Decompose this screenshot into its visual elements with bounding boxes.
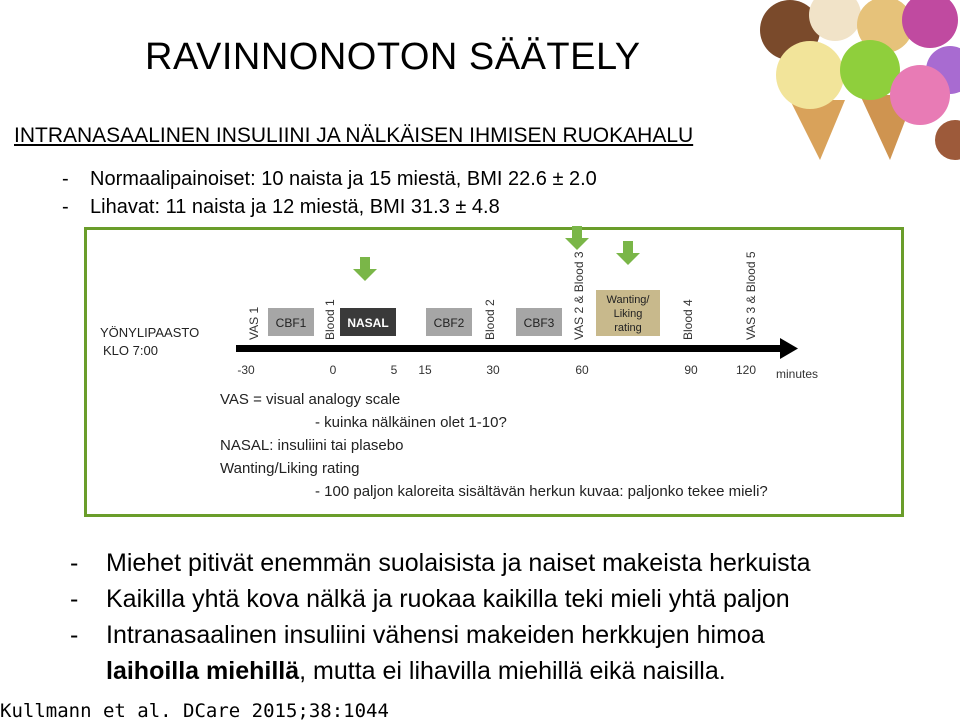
participant-line-normal: - Normaalipainoiset: 10 naista ja 15 miestä, BMI 22.6 ± 2.0 <box>62 168 597 190</box>
box-label: CBF2 <box>433 316 465 330</box>
findings-list <box>70 545 811 689</box>
start-time: KLO 7:00 <box>103 343 158 358</box>
box-label: CBF3 <box>523 316 555 330</box>
page-title: RAVINNONOTON SÄÄTELY <box>145 36 641 78</box>
vertical-label-blood4: Blood 4 <box>681 299 695 340</box>
box-label: Liking <box>613 308 643 320</box>
axis-unit-label: minutes <box>776 367 819 381</box>
finding-continuation: laihoilla miehillä, mutta ei lihavilla miehillä eikä naisilla. <box>106 657 726 685</box>
citation: Kullmann et al. DCare 2015;38:1044 <box>0 700 389 722</box>
tick-label: 0 <box>329 363 337 377</box>
tick-label: 30 <box>486 363 500 377</box>
participant-line-obese: - Lihavat: 11 naista ja 12 miestä, BMI 31.3 ± 4.8 <box>62 196 500 218</box>
finding-item: - Intranasaalinen insuliini vähensi makeiden herkkujen himoa <box>70 621 765 649</box>
tick-label: 5 <box>390 363 398 377</box>
marker-arrow-wanting <box>616 241 640 265</box>
finding-item: - Miehet pitivät enemmän suolaisista ja naiset makeista herkuista <box>70 549 811 577</box>
timeline-axis <box>236 345 782 352</box>
box-label: Wanting/ <box>606 294 650 306</box>
vertical-label-blood2: Blood 2 <box>483 299 497 340</box>
box-label: rating <box>614 322 642 334</box>
finding-item: - Kaikilla yhtä kova nälkä ja ruokaa kaikilla teki mieli yhtä paljon <box>70 585 790 613</box>
legend-notes <box>220 388 768 503</box>
note-line: - kuinka nälkäinen olet 1-10? <box>315 414 507 431</box>
vertical-label-vas2-blood3: VAS 2 & Blood 3 <box>572 251 586 340</box>
subtitle: INTRANASAALINEN INSULIINI JA NÄLKÄISEN IHMISEN RUOKAHALU <box>14 124 694 147</box>
marker-arrow-vas2 <box>565 226 589 250</box>
tick-label: -30 <box>237 363 255 377</box>
tick-label: 120 <box>735 363 757 377</box>
vertical-label-vas1: VAS 1 <box>247 306 261 340</box>
note-line: Wanting/Liking rating <box>220 460 360 477</box>
tick-label: 15 <box>418 363 432 377</box>
vertical-label-blood1: Blood 1 <box>323 299 337 340</box>
vertical-label-vas3-blood5: VAS 3 & Blood 5 <box>744 251 758 340</box>
tick-label: 90 <box>684 363 698 377</box>
timeline-arrowhead <box>780 338 798 359</box>
box-label: NASAL <box>347 316 389 330</box>
note-line: - 100 paljon kaloreita sisältävän herkun kuvaa: paljonko tekee mieli? <box>315 483 768 500</box>
note-line: NASAL: insuliini tai plasebo <box>220 437 404 454</box>
marker-arrow-nasal <box>353 257 377 281</box>
note-line: VAS = visual analogy scale <box>220 391 401 408</box>
box-label: CBF1 <box>275 316 307 330</box>
tick-label: 60 <box>575 363 589 377</box>
start-label: YÖNYLIPAASTO <box>100 325 200 340</box>
